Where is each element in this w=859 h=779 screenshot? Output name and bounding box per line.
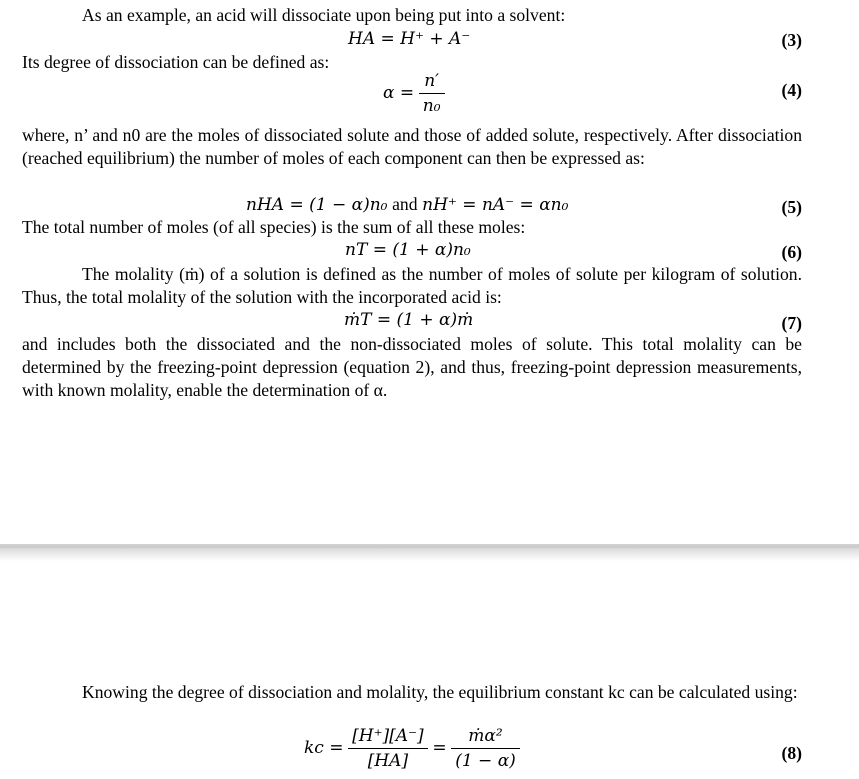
equation-4-number: (4): [781, 80, 802, 100]
equation-8-equals: =: [432, 737, 447, 758]
alpha-intro-paragraph: Its degree of dissociation can be defined as:: [22, 52, 330, 72]
equation-8-fraction-2: [451, 726, 520, 771]
equation-7-text: ṁT = (1 + α)ṁ: [344, 310, 474, 330]
equation-3-number: (3): [781, 30, 802, 50]
equation-4: [383, 71, 445, 116]
equation-4-numerator: n′: [419, 71, 445, 94]
equation-7: [344, 310, 473, 331]
knowing-paragraph: Knowing the degree of dissociation and molality, the equilibrium constant kc can be calculated using:: [82, 682, 798, 702]
equation-8-fraction-1-numerator: [H⁺][A⁻]: [348, 726, 428, 749]
molality-paragraph: The molality (ṁ) of a solution is defined as the number of moles of solute per kilogram of solution. Thus, the total molality of the solution with the incorporated acid is:: [22, 264, 802, 307]
equation-4-fraction: [419, 71, 445, 116]
equation-8-fraction-2-denominator: (1 − α): [455, 751, 516, 771]
equation-6: [345, 240, 471, 261]
equation-5-part-b: nH⁺ = nA⁻ = αn₀: [422, 195, 569, 215]
page-separator: [0, 544, 859, 561]
equation-4-denominator: n₀: [422, 96, 441, 116]
equation-5: [246, 194, 568, 216]
equation-6-text: nT = (1 + α)n₀: [345, 240, 471, 260]
equation-8-number: (8): [781, 743, 802, 763]
document-page-2: [0, 561, 859, 779]
equation-4-lhs: α =: [383, 82, 415, 103]
equation-8: [304, 726, 520, 771]
where-paragraph: where, n’ and n0 are the moles of dissociated solute and those of added solute, respectively. After dissociation (reached equilibrium) the number of moles of each component can then be expressed as:: [22, 125, 802, 168]
equation-5-and: and: [392, 194, 418, 214]
total-moles-paragraph: The total number of moles (of all species) is the sum of all these moles:: [22, 217, 526, 237]
equation-3: [348, 29, 470, 50]
equation-7-number: (7): [781, 313, 802, 333]
intro-paragraph: As an example, an acid will dissociate upon being put into a solvent:: [82, 5, 566, 25]
equation-8-lhs: kc =: [304, 737, 344, 758]
equation-3-text: HA = H⁺ + A⁻: [348, 29, 471, 49]
equation-6-number: (6): [781, 242, 802, 262]
equation-8-fraction-2-numerator: ṁα²: [451, 726, 520, 749]
equation-8-fraction-1-denominator: [HA]: [367, 751, 409, 771]
equation-5-number: (5): [781, 197, 802, 217]
includes-paragraph: and includes both the dissociated and the non-dissociated moles of solute. This total molality can be determined by the freezing-point depression (equation 2), and thus, freezing-point depression measurements, with known molality, enable the determination of α.: [22, 334, 802, 400]
equation-5-part-a: nHA = (1 − α)n₀: [246, 195, 388, 215]
equation-8-fraction-1: [348, 726, 428, 771]
